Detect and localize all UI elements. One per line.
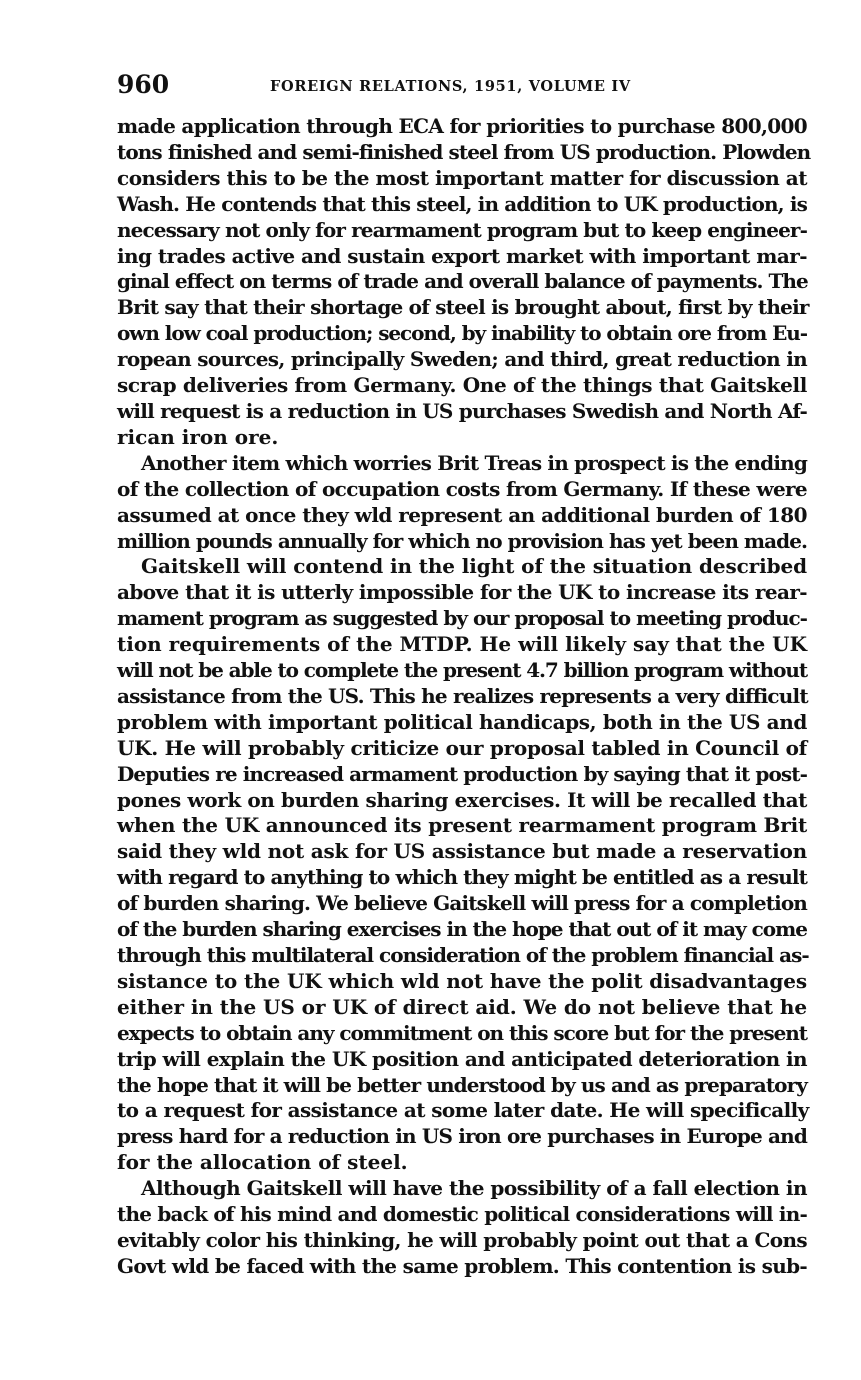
text-line: tons finished and semi-finished steel from US production. Plowden bbox=[117, 139, 811, 164]
text-line: Deputies re increased armament production by saying that it post- bbox=[117, 761, 807, 786]
text-line: tion requirements of the MTDP. He will likely say that the UK bbox=[117, 632, 808, 657]
text-line: Another item which worries Brit Treas in prospect is the ending bbox=[141, 450, 807, 475]
text-line: ropean sources, principally Sweden; and third, great reduction in bbox=[117, 347, 807, 372]
text-line: considers this to be the most important matter for discussion at bbox=[117, 165, 807, 190]
text-line: rican iron ore. bbox=[117, 424, 279, 449]
text-line: the back of his mind and domestic political considerations will in- bbox=[117, 1202, 807, 1227]
text-line: ing trades active and sustain export market with important mar- bbox=[117, 243, 807, 268]
text-line: trip will explain the UK position and anticipated deterioration in bbox=[117, 1046, 807, 1071]
text-line: to a request for assistance at some later date. He will specifically bbox=[117, 1098, 809, 1123]
running-title: FOREIGN RELATIONS, 1951, VOLUME IV bbox=[270, 78, 631, 95]
text-line: million pounds annually for which no provision has yet been made. bbox=[117, 528, 807, 553]
text-line: above that it is utterly impossible for the UK to increase its rear- bbox=[117, 580, 808, 605]
text-line: Gaitskell will contend in the light of the situation described bbox=[141, 554, 807, 579]
text-line: with regard to anything to which they might be entitled as a result bbox=[117, 865, 807, 890]
text-line: of burden sharing. We believe Gaitskell will press for a completion bbox=[117, 891, 807, 916]
text-line: expects to obtain any commitment on this score but for the present bbox=[117, 1020, 807, 1045]
text-line: made application through ECA for priorities to purchase 800,000 bbox=[117, 114, 807, 138]
text-line: sistance to the UK which wld not have the polit disadvantages bbox=[117, 968, 807, 993]
text-line: pones work on burden sharing exercises. It will be recalled that bbox=[117, 787, 807, 812]
text-line: Wash. He contends that this steel, in addition to UK production, is bbox=[117, 191, 807, 216]
paragraph bbox=[117, 554, 807, 1176]
paragraph bbox=[117, 114, 811, 451]
text-line: of the collection of occupation costs from Germany. If these were bbox=[117, 476, 808, 501]
text-line: the hope that it will be better understood by us and as preparatory bbox=[117, 1072, 807, 1097]
text-line: through this multilateral consideration of the problem financial as- bbox=[117, 943, 809, 967]
text-line: assistance from the US. This he realizes represents a very difficult bbox=[117, 683, 808, 708]
text-line: UK. He will probably criticize our proposal tabled in Council of bbox=[117, 735, 807, 760]
text-line: Govt wld be faced with the same problem. This contention is sub- bbox=[117, 1253, 807, 1278]
page-number: 960 bbox=[117, 70, 170, 99]
text-line: problem with important political handicaps, both in the US and bbox=[117, 709, 808, 734]
body-text bbox=[117, 114, 811, 1280]
paragraph bbox=[117, 451, 807, 555]
text-line: assumed at once they wld represent an additional burden of 180 bbox=[117, 502, 807, 527]
paragraph bbox=[117, 1176, 807, 1280]
text-line: press hard for a reduction in US iron ore purchases in Europe and bbox=[117, 1124, 807, 1149]
text-line: for the allocation of steel. bbox=[117, 1150, 408, 1175]
text-line: ginal effect on terms of trade and overall balance of payments. The bbox=[117, 269, 808, 294]
text-line: will request is a reduction in US purchases Swedish and North Af- bbox=[117, 398, 807, 423]
text-line: when the UK announced its present rearmament program Brit bbox=[117, 813, 807, 838]
text-line: said they wld not ask for US assistance but made a reservation bbox=[117, 839, 807, 864]
text-line: necessary not only for rearmament program but to keep engineer- bbox=[117, 217, 807, 242]
text-line: mament program as suggested by our proposal to meeting produc- bbox=[117, 606, 807, 631]
text-line: evitably color his thinking, he will probably point out that a Cons bbox=[117, 1227, 807, 1252]
text-line: own low coal production; second, by inability to obtain ore from Eu- bbox=[117, 321, 807, 346]
text-line: will not be able to complete the present 4.7 billion program without bbox=[117, 658, 807, 683]
page-header bbox=[117, 66, 807, 106]
text-line: of the burden sharing exercises in the hope that out of it may come bbox=[117, 917, 807, 942]
text-line: Although Gaitskell will have the possibility of a fall election in bbox=[141, 1176, 807, 1201]
text-line: Brit say that their shortage of steel is brought about, first by their bbox=[117, 295, 809, 320]
text-line: scrap deliveries from Germany. One of the things that Gaitskell bbox=[117, 373, 807, 398]
text-line: either in the US or UK of direct aid. We do not believe that he bbox=[117, 994, 807, 1019]
